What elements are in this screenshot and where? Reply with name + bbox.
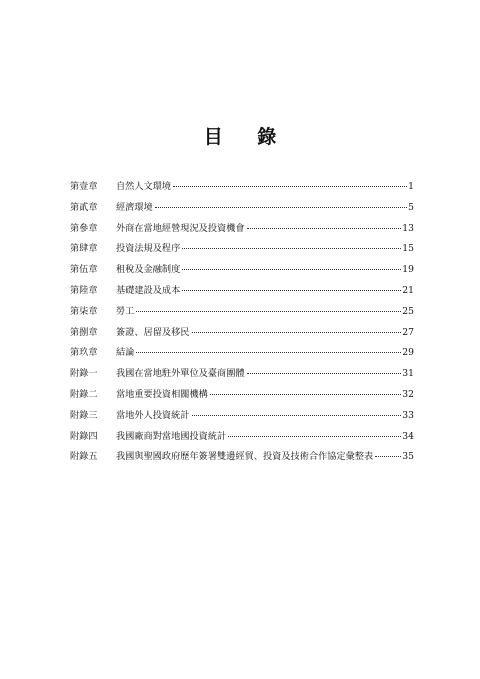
toc-entry-title: 投資法規及程序 (116, 243, 181, 255)
toc-entry-page: 32 (402, 388, 414, 400)
toc-entry-title: 我國與聖國政府歷年簽署雙邊經貿、投資及技術合作協定彙整表 (116, 451, 374, 463)
dot-leader (192, 414, 402, 416)
toc-entry (70, 385, 414, 406)
toc-entry-label: 附錄二 (70, 388, 98, 400)
page-title: 目 錄 (203, 126, 291, 148)
dot-leader (247, 227, 402, 229)
dot-leader (173, 185, 407, 187)
toc-entry (70, 239, 414, 260)
toc-entry-page: 19 (402, 264, 414, 276)
toc-entry-page: 25 (402, 305, 414, 317)
toc-entry (70, 343, 414, 364)
toc-entry-label: 附錄三 (70, 409, 98, 421)
dot-leader (375, 455, 401, 457)
toc-entry-label: 第捌章 (70, 326, 98, 338)
toc-entry-label: 第參章 (70, 222, 98, 234)
dot-leader (210, 393, 401, 395)
toc-entry (70, 406, 414, 427)
toc-entry-label: 第伍章 (70, 264, 98, 276)
toc-entry-title: 外商在當地經營現況及投資機會 (116, 222, 245, 234)
toc-entry (70, 260, 414, 281)
toc-entry-label: 第貳章 (70, 201, 98, 213)
toc-entry-page: 33 (402, 409, 414, 421)
toc-entry-title: 租稅及金融制度 (116, 264, 181, 276)
toc-entry (70, 364, 414, 385)
toc-entry-page: 5 (408, 201, 414, 213)
toc-entry-title: 勞工 (116, 305, 135, 317)
toc-entry (70, 447, 414, 468)
toc-entry (70, 198, 414, 219)
toc-entry-title: 我國廠商對當地國投資統計 (116, 430, 227, 442)
toc-entry-title: 我國在當地駐外單位及臺商團體 (116, 368, 245, 380)
dot-leader (182, 289, 401, 291)
table-of-contents (70, 177, 414, 468)
dot-leader (228, 435, 401, 437)
toc-entry-label: 第肆章 (70, 243, 98, 255)
toc-entry-title: 簽證、居留及移民 (116, 326, 190, 338)
toc-entry (70, 219, 414, 240)
toc-entry (70, 281, 414, 302)
toc-entry-label: 第柒章 (70, 305, 98, 317)
toc-entry-label: 附錄五 (70, 451, 98, 463)
dot-leader (155, 206, 407, 208)
toc-entry (70, 302, 414, 323)
toc-entry-page: 21 (402, 284, 414, 296)
dot-leader (192, 331, 402, 333)
dot-leader (182, 268, 401, 270)
dot-leader (136, 351, 401, 353)
toc-entry-page: 35 (402, 451, 414, 463)
toc-entry-page: 31 (402, 368, 414, 380)
toc-entry-page: 1 (408, 181, 414, 192)
toc-entry-title: 結論 (116, 347, 135, 359)
toc-entry-page: 15 (402, 243, 414, 255)
toc-entry-page: 34 (402, 430, 414, 442)
toc-entry-label: 附錄四 (70, 430, 98, 442)
toc-entry (70, 177, 414, 198)
toc-entry-label: 第玖章 (70, 347, 98, 359)
toc-entry-page: 13 (402, 222, 414, 234)
toc-entry-title: 當地重要投資相關機構 (116, 388, 208, 400)
toc-entry-page: 27 (402, 326, 414, 338)
toc-entry-label: 第陸章 (70, 284, 98, 296)
toc-entry (70, 427, 414, 448)
toc-entry-label: 附錄一 (70, 368, 98, 380)
toc-entry-title: 基礎建設及成本 (116, 284, 181, 296)
dot-leader (182, 247, 401, 249)
dot-leader (247, 372, 402, 374)
toc-entry-page: 29 (402, 347, 414, 359)
toc-entry-label: 第壹章 (70, 181, 98, 192)
toc-entry-title: 當地外人投資統計 (116, 409, 190, 421)
toc-entry-title: 經濟環境 (116, 201, 153, 213)
toc-entry (70, 323, 414, 344)
dot-leader (136, 310, 401, 312)
toc-entry-title: 自然人文環境 (116, 181, 172, 192)
